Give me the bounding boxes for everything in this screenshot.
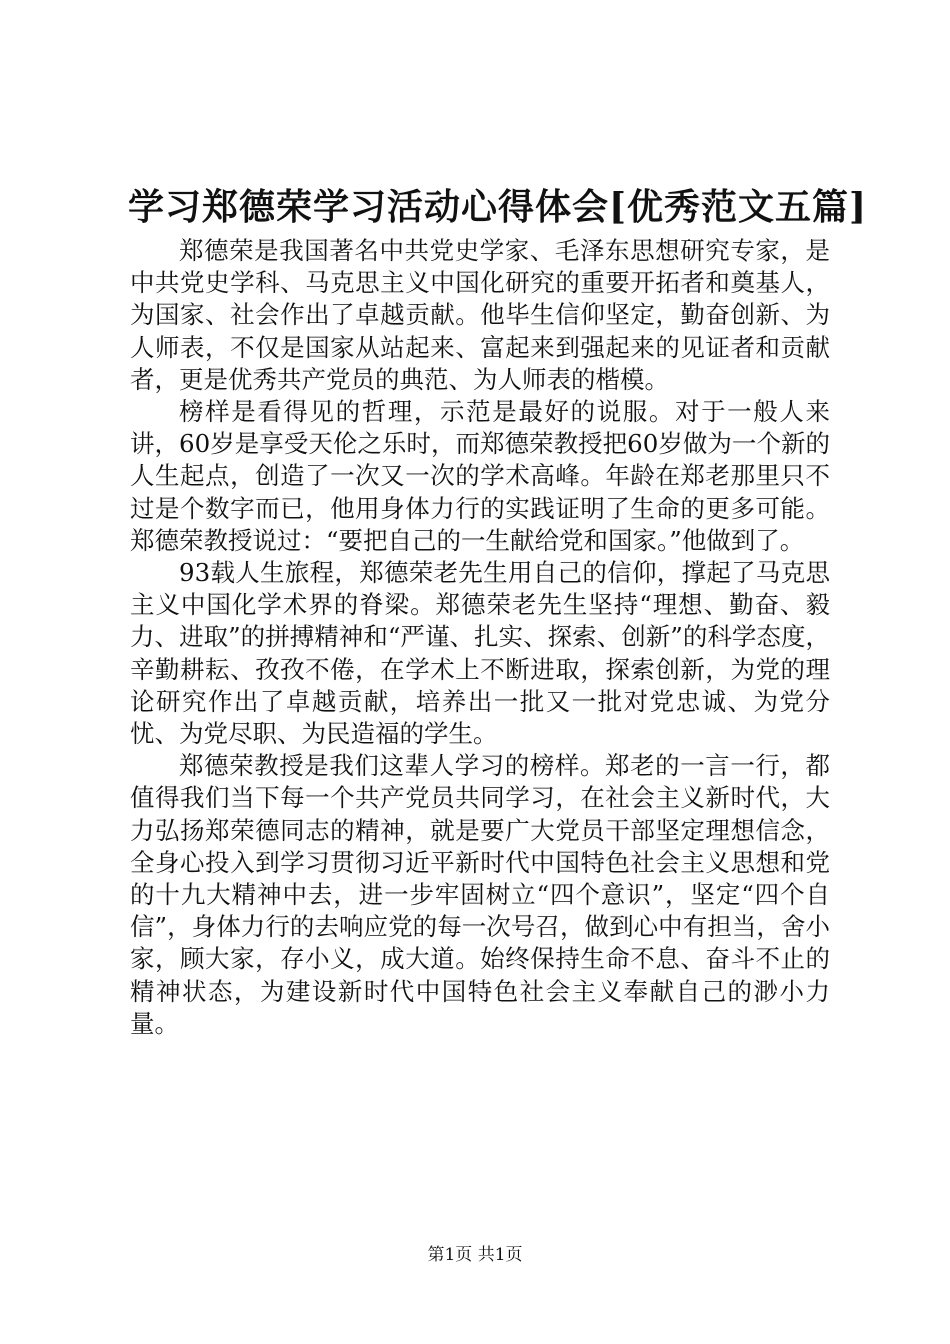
paragraph-2: 榜样是看得见的哲理，示范是最好的说服。对于一般人来讲，60岁是享受天伦之乐时，而郑德荣教授把60岁做为一个新的人生起点，创造了一次又一次的学术高峰。年龄在郑老那里只不过是个数字而已，他用身体力行的实践证明了生命的更多可能。郑德荣教授说过：“要把自己的一生献给党和国家。”他做到了。	[130, 397, 830, 555]
page-number-footer: 第1页 共1页	[427, 1245, 523, 1265]
paragraph-4: 郑德荣教授是我们这辈人学习的榜样。郑老的一言一行，都值得我们当下每一个共产党员共同学习，在社会主义新时代，大力弘扬郑荣德同志的精神，就是要广大党员干部坚定理想信念，全身心投入到学习贯彻习近平新时代中国特色社会主义思想和党的十九大精神中去，进一步牢固树立“四个意识”，坚定“四个自信”，身体力行的去响应党的每一次号召，做到心中有担当，舍小家，顾大家，存小义，成大道。始终保持生命不息、奋斗不止的精神状态，为建设新时代中国特色社会主义奉献自己的渺小力量。	[130, 751, 830, 1038]
paragraph-1: 郑德荣是我国著名中共党史学家、毛泽东思想研究专家，是中共党史学科、马克思主义中国化研究的重要开拓者和奠基人，为国家、社会作出了卓越贡献。他毕生信仰坚定，勤奋创新、为人师表，不仅是国家从站起来、富起来到强起来的见证者和贡献者，更是优秀共产党员的典范、为人师表的楷模。	[130, 236, 830, 394]
paragraph-3: 93载人生旅程，郑德荣老先生用自己的信仰，撑起了马克思主义中国化学术界的脊梁。郑德荣老先生坚持“理想、勤奋、毅力、进取”的拼搏精神和“严谨、扎实、探索、创新”的科学态度，辛勤耕耘、孜孜不倦，在学术上不断进取，探索创新，为党的理论研究作出了卓越贡献，培养出一批又一批对党忠诚、为党分忧、为党尽职、为民造福的学生。	[130, 558, 830, 749]
document-title: 学习郑德荣学习活动心得体会[优秀范文五篇]	[128, 186, 868, 228]
document-body	[130, 235, 830, 1040]
